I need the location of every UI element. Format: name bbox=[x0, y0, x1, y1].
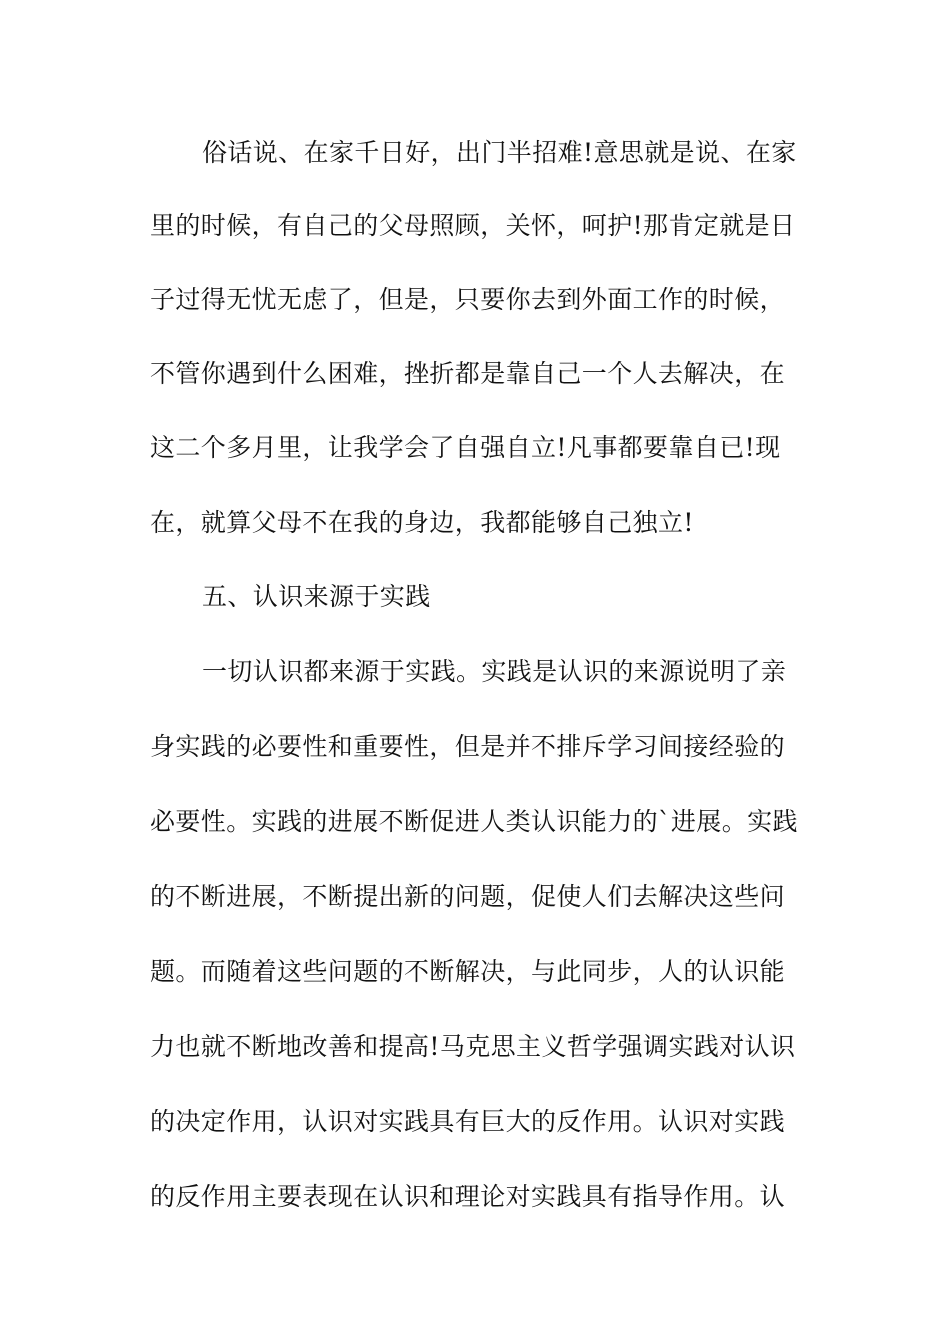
paragraph-2-line-2: 身实践的必要性和重要性，但是并不排斥学习间接经验的 bbox=[150, 732, 786, 761]
paragraph-2-line-6: 力也就不断地改善和提高!马克思主义哲学强调实践对认识 bbox=[150, 1032, 796, 1061]
paragraph-1-line-5: 这二个多月里，让我学会了自强自立!凡事都要靠自已!现 bbox=[150, 433, 781, 462]
section-heading: 五、认识来源于实践 bbox=[202, 582, 431, 611]
paragraph-2-line-4: 的不断进展，不断提出新的问题，促使人们去解决这些问 bbox=[150, 882, 786, 911]
paragraph-2-line-7: 的决定作用，认识对实践具有巨大的反作用。认识对实践 bbox=[150, 1107, 786, 1136]
paragraph-1-line-1: 俗话说、在家千日好，出门半招难!意思就是说、在家 bbox=[202, 138, 797, 167]
paragraph-1-line-4: 不管你遇到什么困难，挫折都是靠自己一个人去解决，在 bbox=[150, 359, 786, 388]
paragraph-2-line-1: 一切认识都来源于实践。实践是认识的来源说明了亲 bbox=[202, 657, 787, 686]
paragraph-1-line-6: 在，就算父母不在我的身边，我都能够自己独立! bbox=[150, 508, 694, 537]
paragraph-2-line-8: 的反作用主要表现在认识和理论对实践具有指导作用。认 bbox=[150, 1182, 786, 1211]
paragraph-2-line-3: 必要性。实践的进展不断促进人类认识能力的`进展。实践 bbox=[150, 807, 798, 836]
paragraph-1-line-2: 里的时候，有自己的父母照顾，关怀，呵护!那肯定就是日 bbox=[150, 211, 796, 240]
paragraph-1-line-3: 子过得无忧无虑了，但是，只要你去到外面工作的时候， bbox=[150, 285, 786, 314]
paragraph-2-line-5: 题。而随着这些问题的不断解决，与此同步，人的认识能 bbox=[150, 957, 786, 986]
